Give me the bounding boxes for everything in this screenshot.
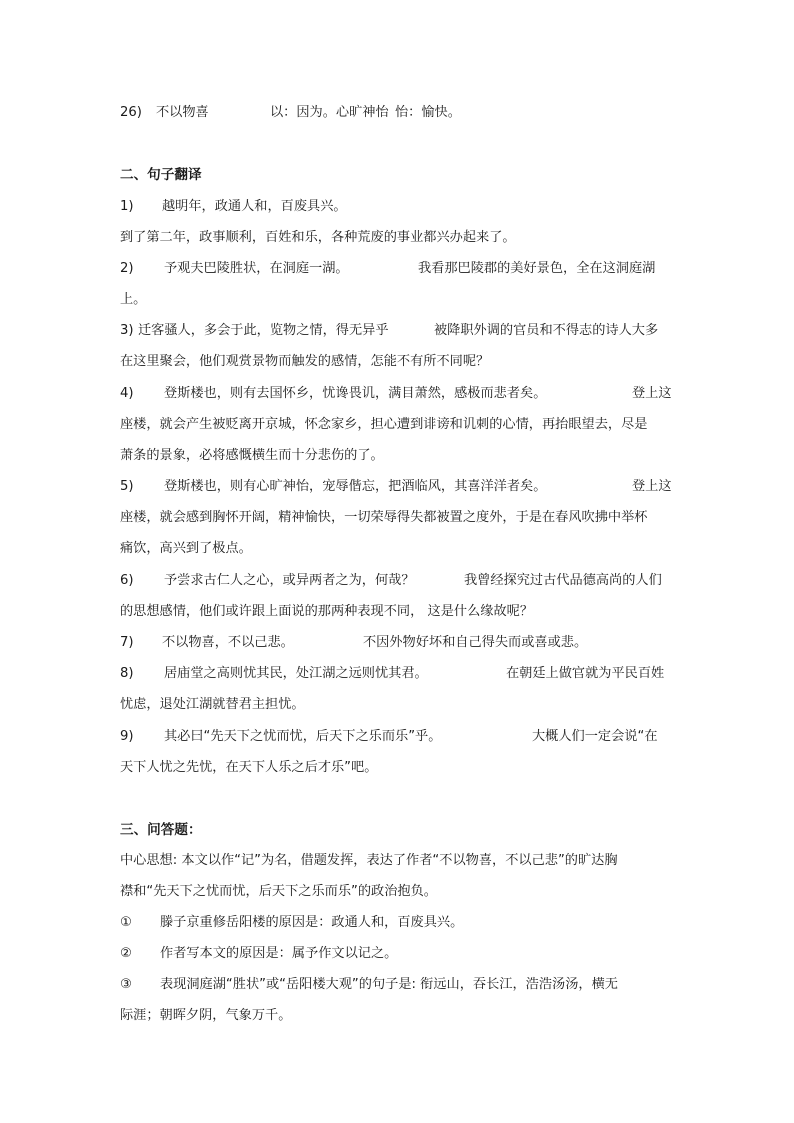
translation-item: [120, 633, 676, 653]
original-sentence: 越明年，政通人和，百废具兴。: [162, 199, 347, 214]
translation-item: [120, 384, 676, 404]
translation-item: [120, 259, 676, 279]
translation-text: 我曾经探究过古代品德高尚的人们: [464, 573, 662, 588]
item-number: 7): [120, 635, 134, 650]
item-number: 8): [120, 666, 134, 681]
qa-answer: 作者写本文的原因是：属予作文以记之。: [160, 946, 398, 961]
translation-text: 在朝廷上做官就为平民百姓: [506, 666, 665, 681]
central-idea: 中心思想: 本文以作“记”为名，借题发挥，表达了作者“不以物喜，不以己悲”的旷达胸: [120, 853, 618, 868]
translation-text: 我看那巴陵郡的美好景色，全在这洞庭湖: [418, 261, 656, 276]
item-number: 9): [120, 729, 134, 744]
item-number: 2): [120, 261, 134, 276]
section-heading-qa: 三、问答题：: [120, 822, 202, 838]
translation-text: 座楼，就会产生被贬离开京城，怀念家乡，担心遭到诽谤和讥刺的心情，再抬眼望去，尽是: [120, 417, 648, 432]
translation-text: 到了第二年，政事顺利，百姓和乐，各种荒废的事业都兴办起来了。: [120, 230, 516, 245]
qa-mark: ①: [120, 915, 132, 930]
item-number: 26): [120, 105, 142, 120]
translation-item: [120, 321, 676, 341]
item-number: 4): [120, 386, 134, 401]
original-sentence: 登斯楼也，则有去国怀乡，忧谗畏讥，满目萧然，感极而悲者矣。: [164, 386, 547, 401]
original-sentence: 予尝求古仁人之心，或异两者之为，何哉？: [164, 573, 415, 588]
translation-item: [120, 727, 676, 747]
item-number: 5): [120, 479, 134, 494]
section-heading-translation: 二、句子翻译: [120, 167, 202, 183]
original-sentence: 不以物喜，不以己悲。: [162, 635, 294, 650]
qa-mark: ③: [120, 977, 132, 992]
item-number: 6): [120, 573, 134, 588]
translation-text: 天下人忧之先忧，在天下人乐之后才乐”吧。: [120, 760, 378, 775]
original-sentence: 居庙堂之高则忧其民，处江湖之远则忧其君。: [164, 666, 428, 681]
item-number: 1): [120, 199, 134, 214]
vocab-phrase: 不以物喜: [156, 105, 209, 120]
translation-text: 痛饮，高兴到了极点。: [120, 541, 252, 556]
central-idea: 襟和“先天下之忧而忧，后天下之乐而乐”的政治抱负。: [120, 884, 437, 899]
translation-text: 的思想感情，他们或许跟上面说的那两种表现不同， 这是什么缘故呢？: [120, 604, 534, 619]
qa-answer: 表现洞庭湖“胜状”或“岳阳楼大观”的句子是: 衔远山，吞长江，浩浩汤汤，横无: [160, 977, 618, 992]
vocab-note: 怡：愉快。: [395, 105, 461, 120]
original-sentence: 登斯楼也，则有心旷神怡，宠辱偕忘，把酒临风，其喜洋洋者矣。: [164, 479, 547, 494]
qa-answer: 际涯；朝晖夕阴，气象万千。: [120, 1008, 292, 1023]
translation-text: 大概人们一定会说“在: [532, 729, 658, 744]
qa-item: [120, 913, 676, 933]
translation-text: 被降职外调的官员和不得志的诗人大多: [434, 323, 659, 338]
translation-text: 上。: [120, 292, 147, 307]
translation-item: [120, 477, 676, 497]
original-sentence: 予观夫巴陵胜状，在洞庭一湖。: [164, 261, 349, 276]
vocab-item-26: [120, 103, 676, 123]
translation-text: 座楼，就会感到胸怀开阔，精神愉快，一切荣辱得失都被置之度外，于是在春风吹拂中举杯: [120, 510, 648, 525]
qa-item: [120, 944, 676, 964]
original-sentence: 迁客骚人，多会于此，览物之情，得无异乎: [138, 323, 389, 338]
translation-item: [120, 197, 676, 217]
original-sentence: 其必曰“先天下之忧而忧，后天下之乐而乐”乎。: [164, 729, 442, 744]
translation-text: 萧条的景象，必将感慨横生而十分悲伤的了。: [120, 448, 384, 463]
translation-item: [120, 664, 676, 684]
qa-item: [120, 975, 676, 995]
vocab-note: 以：因为。心旷神怡: [270, 105, 389, 120]
translation-text: 登上这: [632, 479, 672, 494]
translation-text: 登上这: [632, 386, 672, 401]
item-number: 3): [120, 323, 134, 338]
translation-text: 不因外物好坏和自己得失而或喜或悲。: [363, 635, 588, 650]
translation-item: [120, 571, 676, 591]
qa-answer: 滕子京重修岳阳楼的原因是：政通人和，百废具兴。: [160, 915, 464, 930]
qa-mark: ②: [120, 946, 132, 961]
translation-text: 忧虑，退处江湖就替君主担忧。: [120, 697, 305, 712]
translation-text: 在这里聚会，他们观赏景物而触发的感情，怎能不有所不同呢？: [120, 354, 490, 369]
